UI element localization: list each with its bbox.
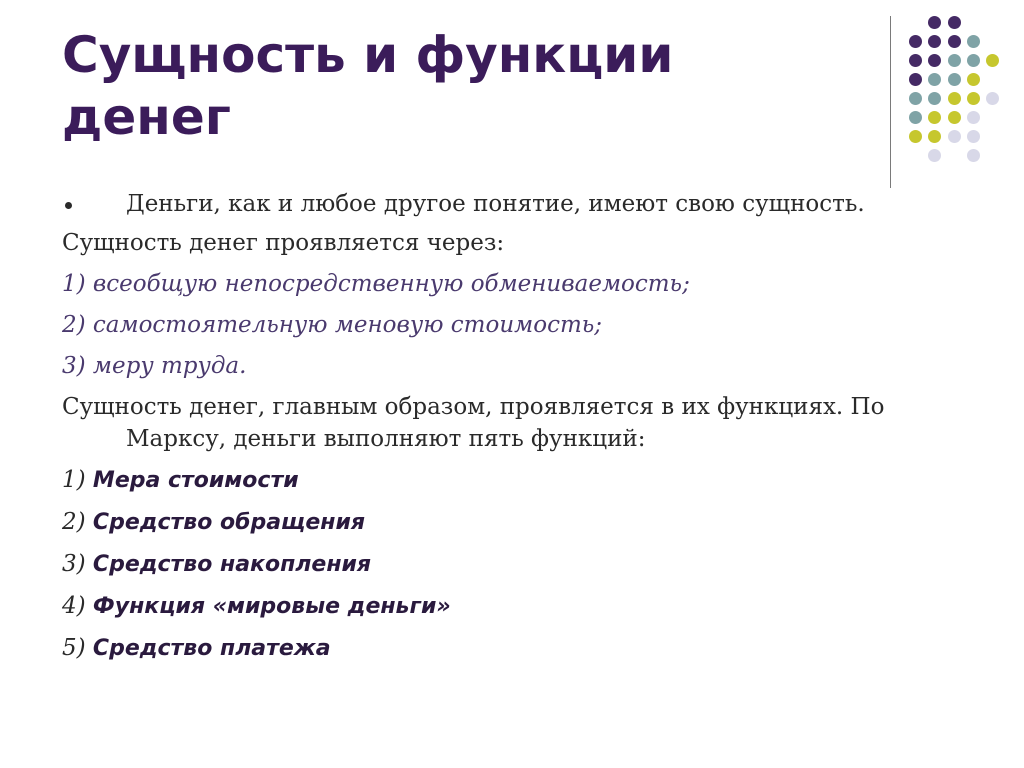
slide-title bbox=[62, 24, 842, 148]
decorative-dot bbox=[909, 111, 922, 124]
manifestation-item-1: 1) всеобщую непосредственную обмениваемость; bbox=[62, 271, 690, 297]
function-number: 1) bbox=[62, 467, 93, 493]
decorative-dot bbox=[909, 130, 922, 143]
manifestation-item-2: 2) самостоятельную меновую стоимость; bbox=[62, 312, 603, 338]
bullet-item bbox=[62, 188, 962, 220]
slide-body bbox=[62, 188, 962, 674]
decorative-dot bbox=[967, 92, 980, 105]
decorative-dot bbox=[967, 35, 980, 48]
function-number: 4) bbox=[62, 593, 93, 619]
function-label: Функция «мировые деньги» bbox=[92, 594, 451, 619]
function-item-1 bbox=[62, 464, 962, 497]
decorative-dot bbox=[909, 54, 922, 67]
decorative-dot bbox=[986, 54, 999, 67]
decorative-dot bbox=[948, 130, 961, 143]
decorative-dot bbox=[928, 92, 941, 105]
function-item-4 bbox=[62, 590, 962, 623]
function-item-2 bbox=[62, 506, 962, 539]
decorative-dot bbox=[948, 73, 961, 86]
intro-text: Сущность денег проявляется через: bbox=[62, 230, 505, 256]
function-number: 2) bbox=[62, 509, 93, 535]
function-label: Средство платежа bbox=[92, 636, 331, 661]
decorative-dot bbox=[928, 54, 941, 67]
function-label: Средство обращения bbox=[92, 510, 366, 535]
decorative-dot bbox=[909, 73, 922, 86]
decorative-dot bbox=[909, 92, 922, 105]
function-label: Средство накопления bbox=[92, 552, 372, 577]
decorative-dot bbox=[928, 35, 941, 48]
decorative-dot bbox=[967, 54, 980, 67]
slide-title-line-2: денег bbox=[62, 88, 231, 146]
decorative-dot bbox=[967, 149, 980, 162]
bullet-text: Деньги, как и любое другое понятие, имеют свою сущность. bbox=[126, 191, 865, 217]
functions-intro-text: Сущность денег, главным образом, проявляется в их функциях. По Марксу, деньги выполняют пять функций: bbox=[62, 394, 885, 452]
decorative-dot bbox=[928, 111, 941, 124]
decorative-dot bbox=[967, 111, 980, 124]
decorative-dot bbox=[909, 35, 922, 48]
decorative-dot bbox=[948, 16, 961, 29]
decorative-dot bbox=[948, 111, 961, 124]
decorative-divider bbox=[890, 16, 891, 188]
manifestation-item-3: 3) меру труда. bbox=[62, 353, 247, 379]
decorative-dot bbox=[948, 35, 961, 48]
decorative-dot bbox=[948, 92, 961, 105]
decorative-dot bbox=[928, 16, 941, 29]
decorative-dot bbox=[928, 149, 941, 162]
decorative-dot bbox=[986, 92, 999, 105]
decorative-dot bbox=[967, 73, 980, 86]
decorative-dot bbox=[928, 73, 941, 86]
decorative-dot bbox=[928, 130, 941, 143]
decorative-dot bbox=[967, 130, 980, 143]
function-label: Мера стоимости bbox=[92, 468, 299, 493]
function-number: 5) bbox=[62, 635, 93, 661]
function-number: 3) bbox=[62, 551, 93, 577]
function-item-3 bbox=[62, 548, 962, 581]
slide-title-line-1: Сущность и функции bbox=[62, 26, 674, 84]
decorative-dot bbox=[948, 54, 961, 67]
function-item-5 bbox=[62, 632, 962, 665]
bullet-icon bbox=[65, 202, 72, 209]
